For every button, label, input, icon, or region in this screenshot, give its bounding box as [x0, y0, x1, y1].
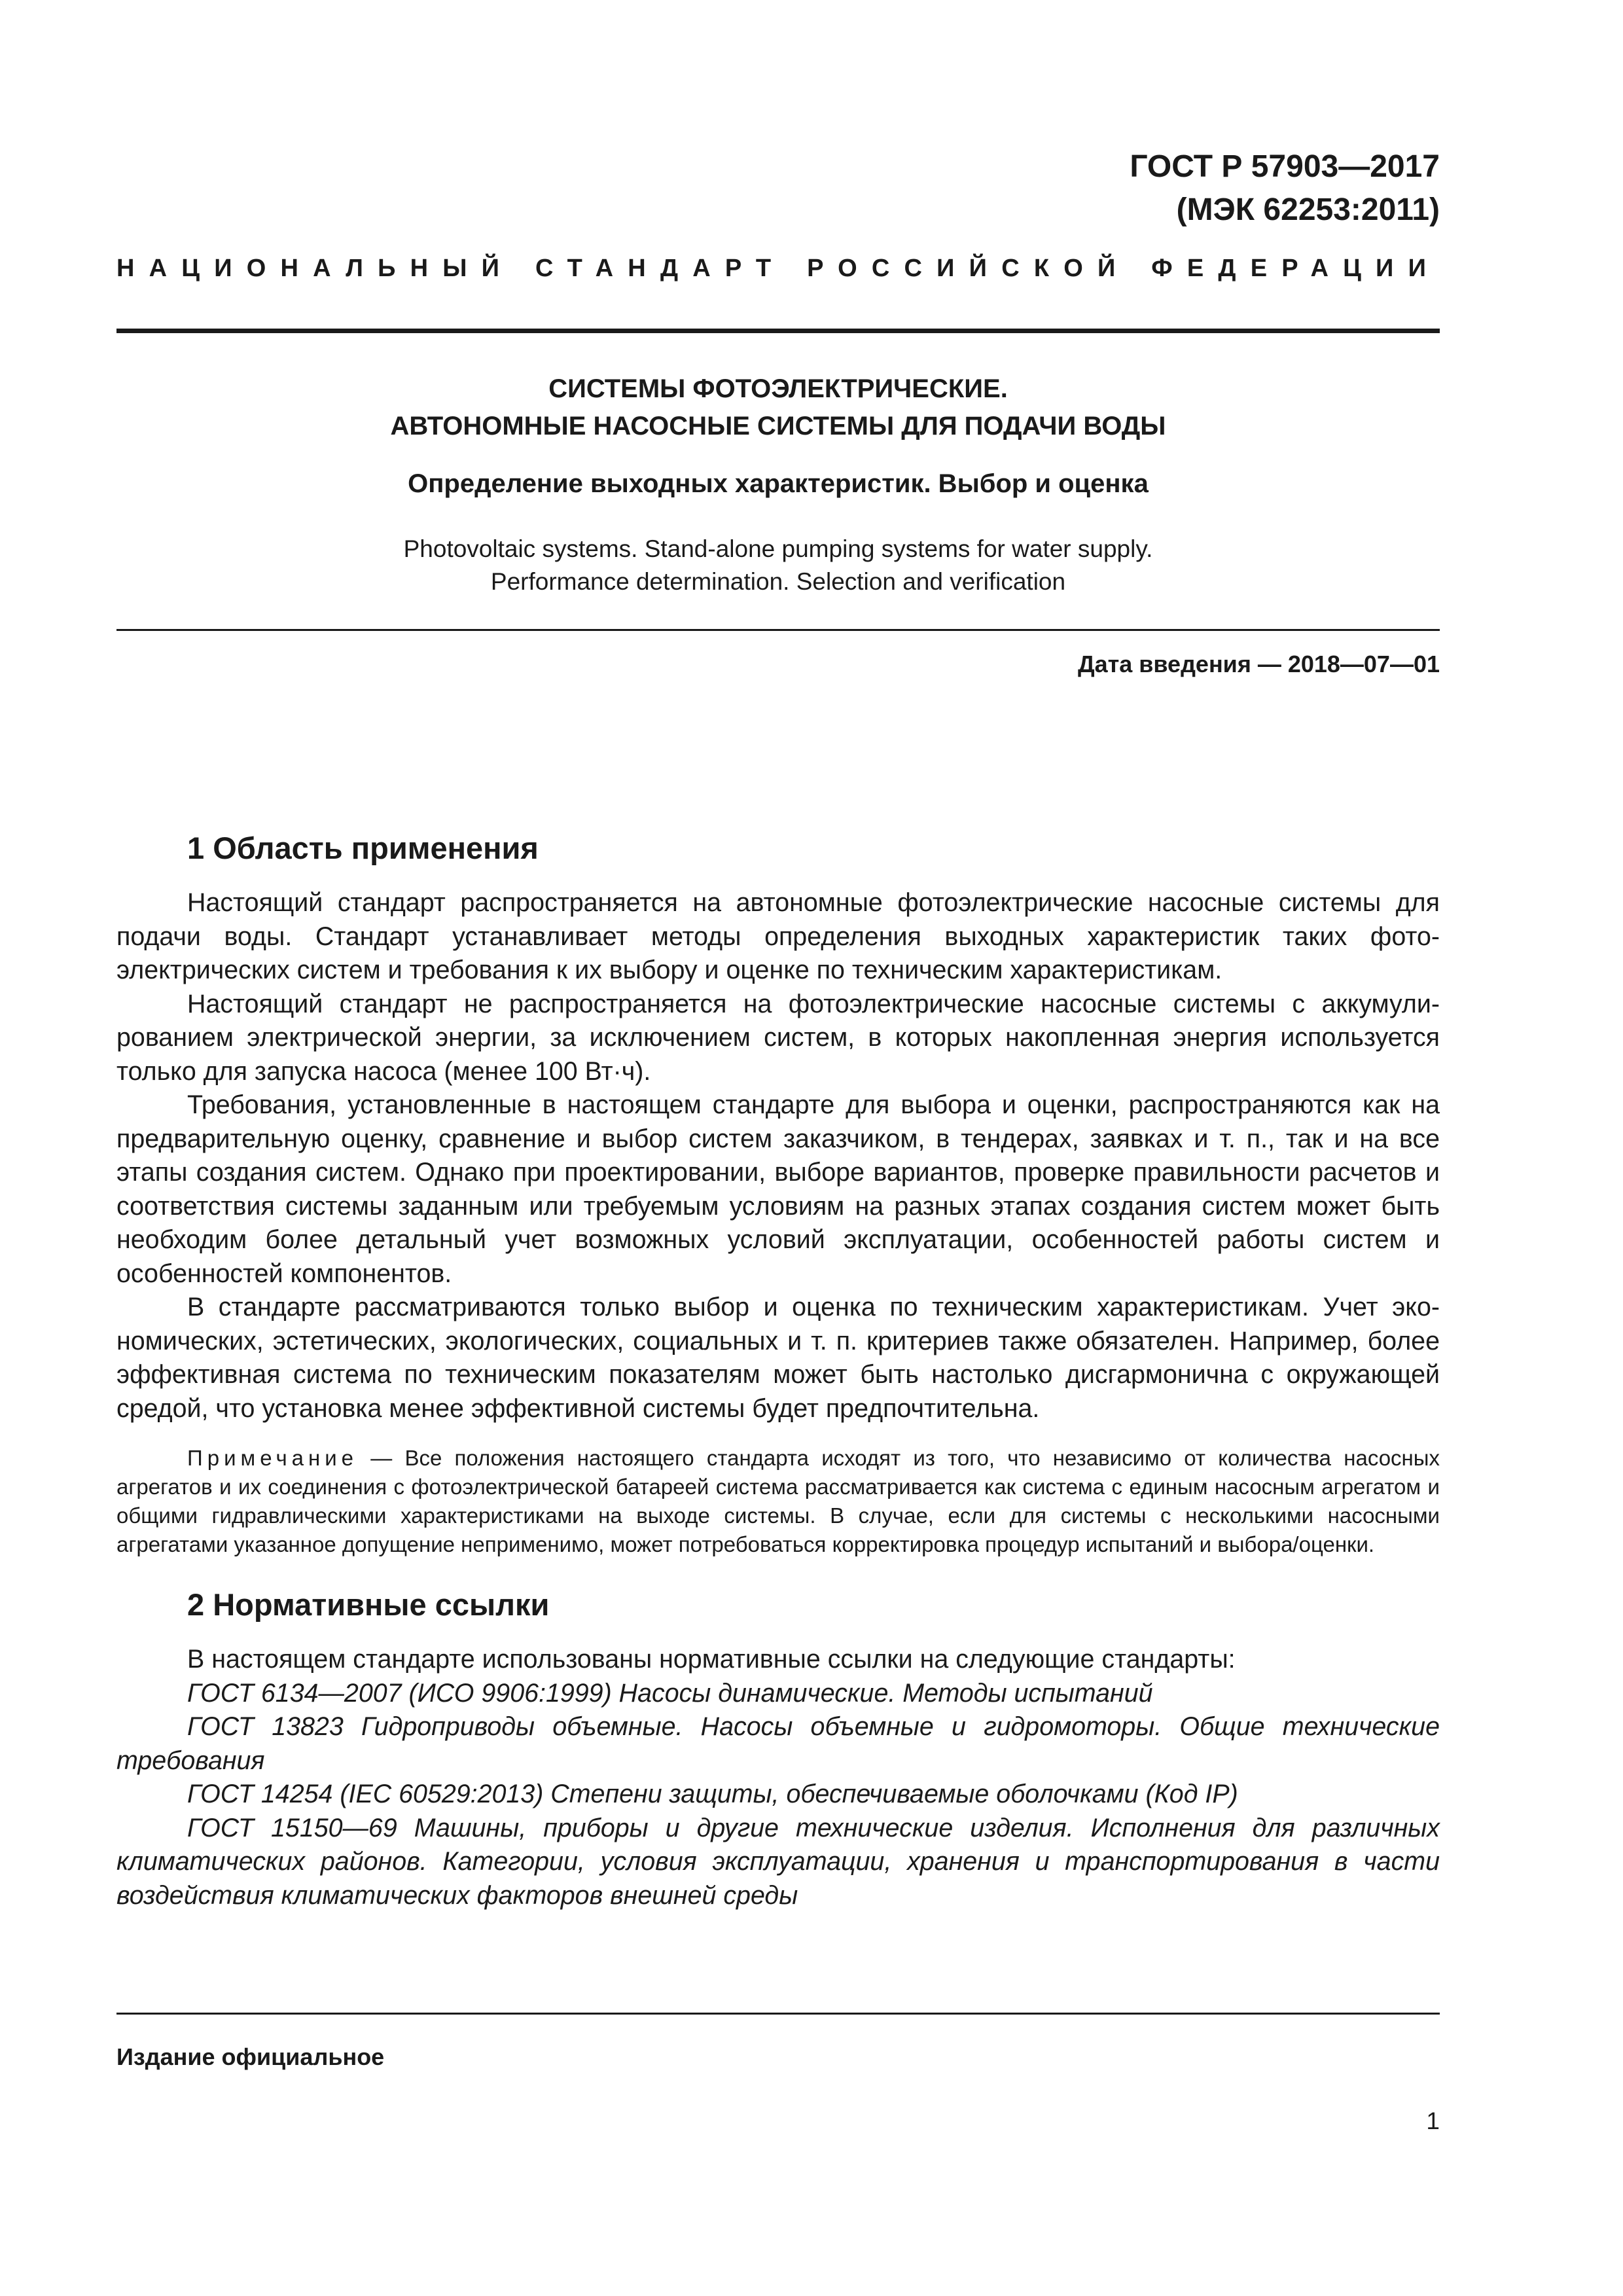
- normative-reference: ГОСТ 13823 Гидроприводы объемные. Насосы объемные и гидромоторы. Общие технические требования: [116, 1712, 1440, 1775]
- section-1-paragraph: Настоящий стандарт распространяется на автономные фотоэлектрические насосные системы для подачи воды. Стандарт устанавливает методы определения выходных характеристик таких фотоэлектрических систем и требования к их выбору и оценке по техническим характеристикам.: [116, 888, 1440, 984]
- page-number: 1: [1426, 2108, 1440, 2134]
- introduction-date: Дата введения — 2018—07—01: [1077, 651, 1440, 677]
- english-title-line-1: Photovoltaic systems. Stand-alone pumping systems for water supply.: [403, 535, 1153, 562]
- section-1-paragraph: Требования, установленные в настоящем стандарте для выбора и оценки, распространяются как на предварительную оценку, сравнение и выбор систем заказчиком, в тендерах, заявках и т. п., так и на все этапы создания систем. Однако при проектировании, выборе вариантов, проверке правильности расчетов и соответствия системы заданным или требуемым условиям на разных этапах создания систем может быть необходим более детальный учет возможных условий эксплуатации, особенностей работы систем и особенностей компонентов.: [116, 1090, 1440, 1288]
- note-label: Примечание: [187, 1446, 359, 1470]
- section-2-heading: 2 Нормативные ссылки: [187, 1587, 550, 1622]
- section-1-paragraph: Настоящий стандарт не распространяется на фотоэлектрические насосные системы с аккумулированием электрической энергии, за исключением систем, в которых накопленная энергия используется только для запуска насоса (менее 100 Вт·ч).: [116, 989, 1440, 1086]
- footer-divider: [116, 2013, 1440, 2015]
- section-1-paragraph: В стандарте рассматриваются только выбор и оценка по техническим характеристикам. Учет экономических, эстетических, экологических, социальных и т. п. критериев также обязателен. Например, более эффективная система по техническим показателям может быть настолько дисгармонична с окружающей средой, что установка менее эффективной системы будет предпочтительна.: [116, 1293, 1440, 1423]
- section-1-heading: 1 Область применения: [187, 831, 539, 865]
- section-2-intro: В настоящем стандарте использованы нормативные ссылки на следующие стандарты:: [187, 1645, 1236, 1674]
- english-title-line-2: Performance determination. Selection and verification: [490, 568, 1066, 595]
- standard-designation: [1130, 145, 1440, 232]
- title-line-2: АВТОНОМНЫЕ НАСОСНЫЕ СИСТЕМЫ ДЛЯ ПОДАЧИ ВОДЫ: [390, 412, 1166, 440]
- title-divider: [116, 629, 1440, 631]
- official-edition-label: Издание официальное: [116, 2043, 385, 2070]
- title-line-1: СИСТЕМЫ ФОТОЭЛЕКТРИЧЕСКИЕ.: [548, 374, 1008, 403]
- normative-reference: ГОСТ 6134—2007 (ИСО 9906:1999) Насосы динамические. Методы испытаний: [187, 1678, 1153, 1708]
- national-standard-banner: НАЦИОНАЛЬНЫЙ СТАНДАРТ РОССИЙСКОЙ ФЕДЕРАЦИИ: [116, 255, 1441, 282]
- normative-reference: ГОСТ 14254 (IEC 60529:2013) Степени защиты, обеспечиваемые оболочками (Код IP): [187, 1780, 1238, 1808]
- designation-number: ГОСТ Р 57903—2017: [1130, 149, 1440, 184]
- english-title: [116, 533, 1440, 598]
- header-divider: [116, 329, 1440, 333]
- document-title: [116, 370, 1440, 445]
- note-text: — Все положения настоящего стандарта исходят из того, что независимо от количества насосных агрегатов и их соединения с фотоэлектрической батареей система рассматривается как система с единым насосным агрегатом и общими гидравлическими характеристиками на выходе системы. В случае, если для системы с несколькими насосными агрегатами указанное допущение неприменимо, может потребоваться корректировка процедур испытаний и выбора/оценки.: [116, 1446, 1440, 1556]
- section-1-note: [116, 1444, 1440, 1559]
- document-body: [116, 829, 1440, 1912]
- document-subtitle: Определение выходных характеристик. Выбор и оценка: [408, 469, 1149, 498]
- designation-iec: (МЭК 62253:2011): [1176, 192, 1440, 227]
- normative-reference: ГОСТ 15150—69 Машины, приборы и другие технические изделия. Исполнения для различных климатических районов. Категории, условия эксплуатации, хранения и транспортирования в части воздействия климатических факторов внешней среды: [116, 1813, 1440, 1910]
